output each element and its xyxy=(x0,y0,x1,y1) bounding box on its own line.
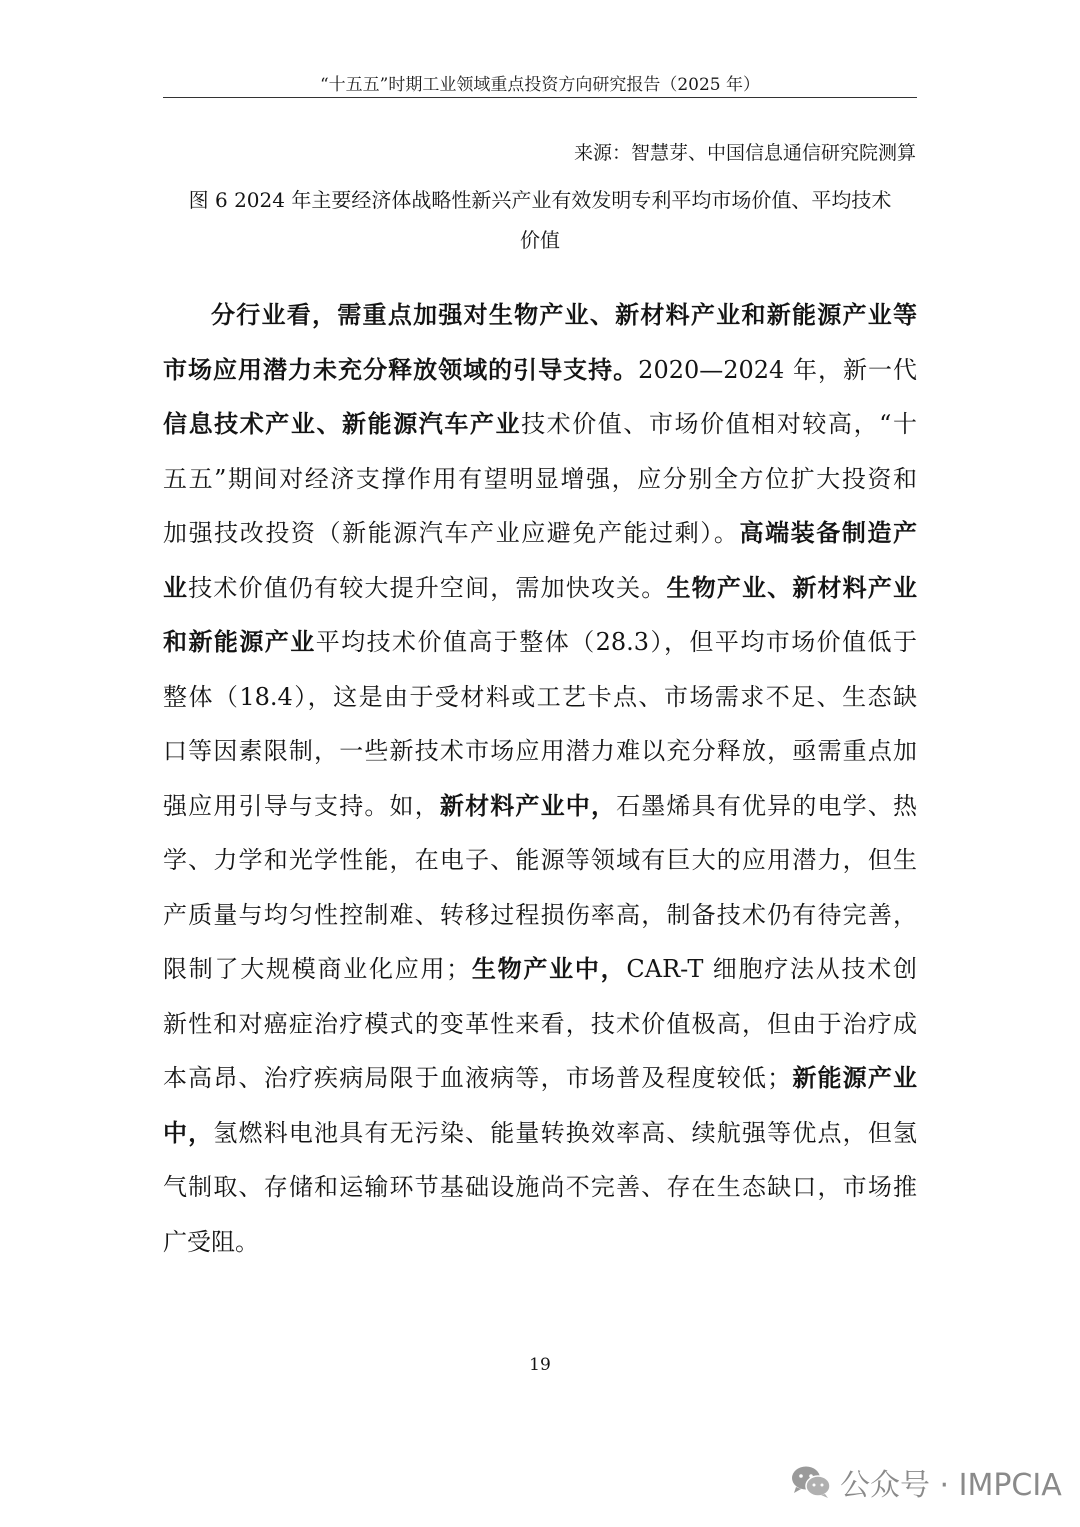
wechat-icon xyxy=(790,1464,832,1500)
text-line xyxy=(163,942,917,997)
header-divider xyxy=(163,97,917,98)
text-line xyxy=(163,1051,917,1106)
figure-source: 来源：智慧芽、中国信息通信研究院测算 xyxy=(573,142,916,164)
bold-text: 中， xyxy=(163,1117,214,1147)
bold-text: 业 xyxy=(163,572,189,602)
page-number: 19 xyxy=(529,1355,551,1375)
bold-text: 高端装备制造产 xyxy=(739,518,918,547)
bold-text: 市场应用潜力未充分释放领域的引导支持。 xyxy=(163,354,639,384)
text-line xyxy=(163,506,917,561)
watermark-text: 公众号 · IMPCIA xyxy=(840,1468,1062,1503)
text-run: 技术价值、市场价值相对较高，“十 xyxy=(521,410,917,438)
bold-text: 信息技术产业、新能源汽车产业 xyxy=(163,409,522,438)
text-line xyxy=(163,561,917,616)
bold-text: 新能源产业 xyxy=(791,1063,918,1092)
text-line: 整体（18.4），这是由于受材料或工艺卡点、市场需求不足、生态缺 xyxy=(163,682,917,711)
text-run: 平均技术价值高于整体（28.3），但平均市场价值低于 xyxy=(315,628,918,656)
text-line xyxy=(163,288,917,343)
text-run: 2020—2024 年，新一代 xyxy=(638,355,917,384)
figure-caption-line: 价值 xyxy=(520,228,560,252)
text-line xyxy=(163,779,917,834)
text-line xyxy=(163,1106,917,1161)
text-run: CAR-T 细胞疗法从技术创 xyxy=(626,955,918,983)
text-line xyxy=(163,397,917,452)
figure-caption-line: 图 6 2024 年主要经济体战略性新兴产业有效发明专利平均市场价值、平均技术 xyxy=(188,188,892,212)
text-line: 气制取、存储和运输环节基础设施尚不完善、存在生态缺口，市场推 xyxy=(163,1173,917,1201)
text-run: 技术价值仍有较大提升空间，需加快攻关。 xyxy=(188,573,667,602)
figure-caption xyxy=(163,180,917,260)
bold-text: 分行业看，需重点加强对生物产业、新材料产业和新能源产业等 xyxy=(211,300,917,329)
bold-text: 和新能源产业 xyxy=(163,627,316,656)
text-run: 石墨烯具有优异的电学、热 xyxy=(616,791,918,820)
text-line: 广受阻。 xyxy=(163,1227,259,1256)
body-paragraph xyxy=(163,288,917,1269)
bold-text: 新材料产业中， xyxy=(439,790,617,820)
text-line: 口等因素限制，一些新技术市场应用潜力难以充分释放，亟需重点加 xyxy=(163,737,917,765)
text-line: 五五”期间对经济支撑作用有望明显增强，应分别全方位扩大投资和 xyxy=(163,464,917,493)
text-run: 加强技改投资（新能源汽车产业应避免产能过剩）。 xyxy=(163,519,740,547)
text-line xyxy=(163,615,917,670)
watermark xyxy=(790,1460,1062,1504)
text-line: 学、力学和光学性能，在电子、能源等领域有巨大的应用潜力，但生 xyxy=(163,846,917,874)
text-run: 本高昂、治疗疾病局限于血液病等，市场普及程度较低； xyxy=(163,1064,792,1092)
text-run: 限制了大规模商业化应用； xyxy=(163,955,471,983)
text-run: 氢燃料电池具有无污染、能量转换效率高、续航强等优点，但氢 xyxy=(213,1118,918,1147)
text-line xyxy=(163,343,917,398)
running-header: “十五五”时期工业领域重点投资方向研究报告（2025 年） xyxy=(319,75,761,95)
text-line: 产质量与均匀性控制难、转移过程损伤率高，制备技术仍有待完善， xyxy=(163,900,917,929)
bold-text: 生物产业中， xyxy=(470,954,627,983)
text-run: 强应用引导与支持。如， xyxy=(163,791,440,820)
bold-text: 生物产业、新材料产业 xyxy=(666,572,918,602)
text-line: 新性和对癌症治疗模式的变革性来看，技术价值极高，但由于治疗成 xyxy=(163,1009,917,1038)
